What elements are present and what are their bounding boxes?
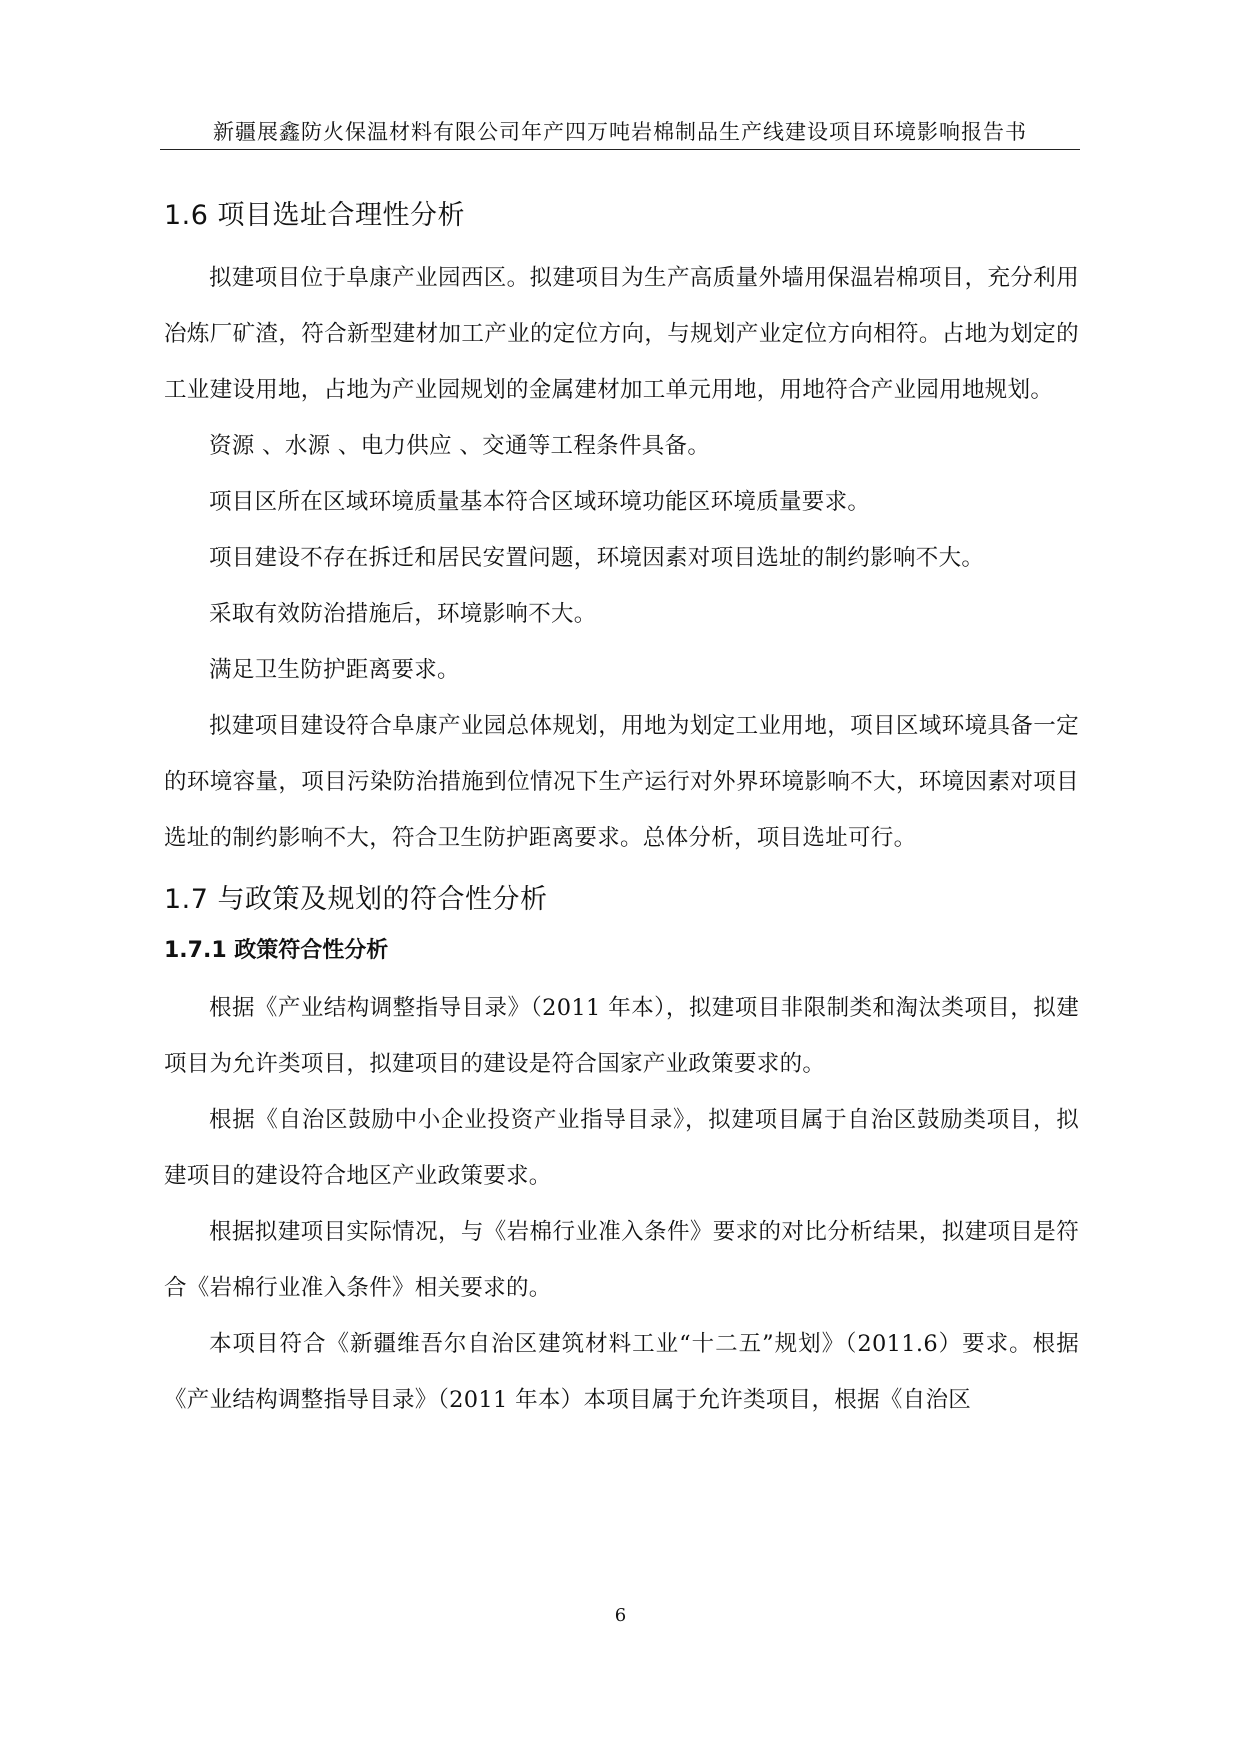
page-number: 6 xyxy=(614,1605,627,1626)
paragraph: 满足卫生防护距离要求。 xyxy=(209,657,460,683)
paragraph: 根据《自治区鼓励中小企业投资产业指导目录》，拟建项目属于自治区鼓励类项目，拟建项目的建设符合地区产业政策要求。 xyxy=(164,1107,1079,1189)
paragraph: 拟建项目位于阜康产业园西区。拟建项目为生产高质量外墙用保温岩棉项目，充分利用冶炼厂矿渣，符合新型建材加工产业的定位方向，与规划产业定位方向相符。占地为划定的工业建设用地，占地为产业园规划的金属建材加工单元用地，用地符合产业园用地规划。 xyxy=(164,265,1079,403)
paragraph: 采取有效防治措施后，环境影响不大。 xyxy=(209,601,597,627)
section-heading: 1.6 项目选址合理性分析 xyxy=(164,200,466,231)
paragraph: 项目建设不存在拆迁和居民安置问题，环境因素对项目选址的制约影响不大。 xyxy=(209,545,985,571)
paragraph: 项目区所在区域环境质量基本符合区域环境功能区环境质量要求。 xyxy=(209,489,871,515)
body-text xyxy=(164,196,1079,1428)
header-rule xyxy=(160,149,1080,150)
paragraph: 根据《产业结构调整指导目录》（2011 年本），拟建项目非限制类和淘汰类项目，拟建项目为允许类项目，拟建项目的建设是符合国家产业政策要求的。 xyxy=(164,995,1079,1077)
paragraph: 资源 、水源 、电力供应 、交通等工程条件具备。 xyxy=(209,433,711,459)
paragraph: 拟建项目建设符合阜康产业园总体规划，用地为划定工业用地，项目区域环境具备一定的环境容量，项目污染防治措施到位情况下生产运行对外界环境影响不大，环境因素对项目选址的制约影响不大，符合卫生防护距离要求。总体分析，项目选址可行。 xyxy=(164,713,1079,851)
running-header: 新疆展鑫防火保温材料有限公司年产四万吨岩棉制品生产线建设项目环境影响报告书 xyxy=(213,120,1027,144)
section-heading: 1.7 与政策及规划的符合性分析 xyxy=(164,884,548,915)
paragraph: 根据拟建项目实际情况，与《岩棉行业准入条件》要求的对比分析结果，拟建项目是符合《岩棉行业准入条件》相关要求的。 xyxy=(164,1219,1079,1301)
subsection-heading: 1.7.1 政策符合性分析 xyxy=(164,938,389,963)
paragraph: 本项目符合《新疆维吾尔自治区建筑材料工业“十二五”规划》（2011.6）要求。根据《产业结构调整指导目录》（2011 年本）本项目属于允许类项目，根据《自治区 xyxy=(164,1331,1079,1413)
